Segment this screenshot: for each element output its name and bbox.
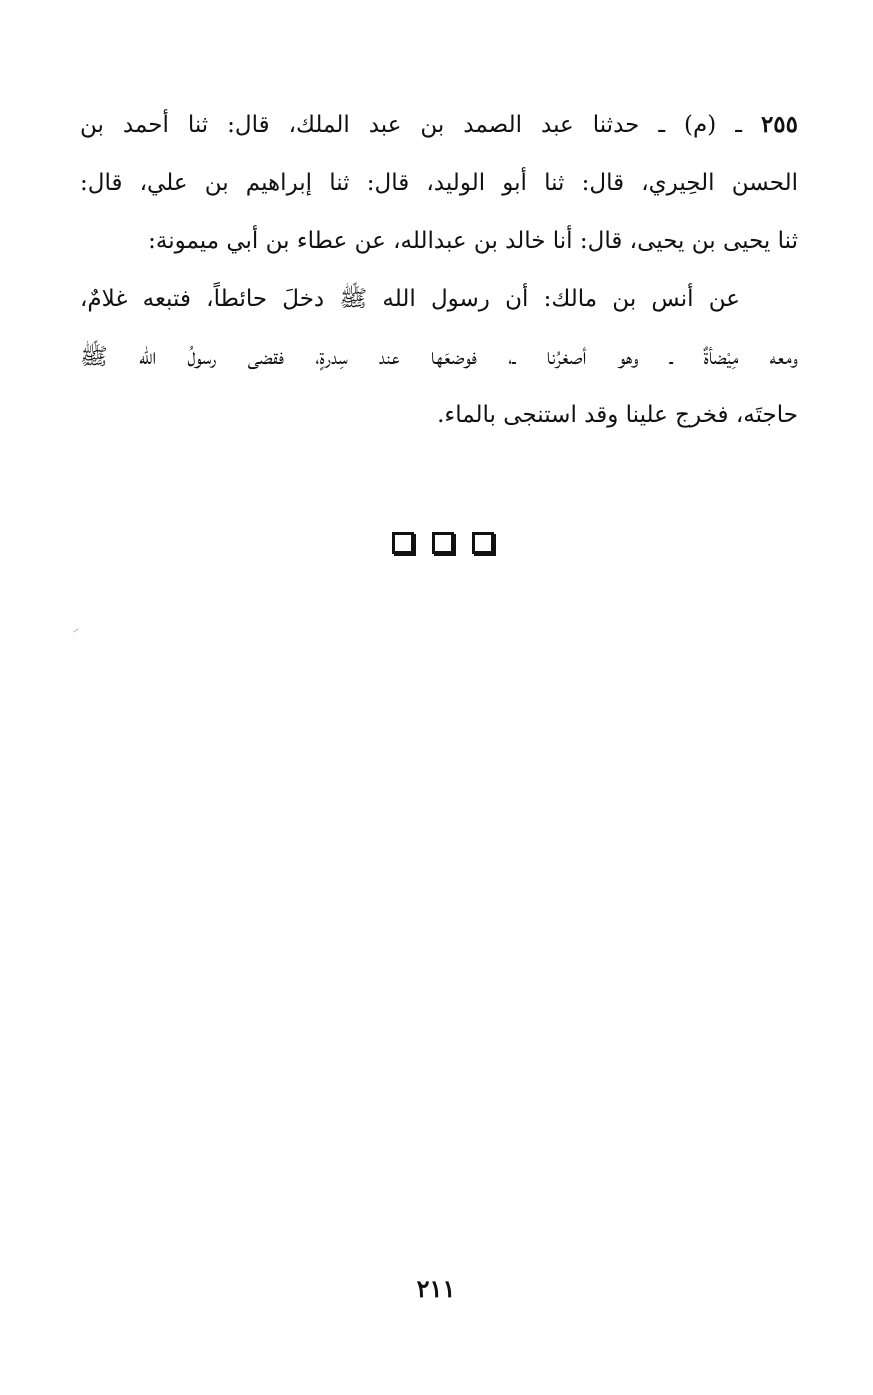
- scan-speck: [73, 628, 78, 632]
- hadith-number: ٢٥٥: [760, 111, 798, 138]
- section-separator: [392, 532, 494, 560]
- hadith-line-6: حاجتَه، فخرج علينا وقد استنجى بالماء.: [437, 402, 798, 428]
- hadith-line-1: [80, 96, 798, 154]
- separator-box-icon: [472, 532, 494, 554]
- hadith-line-4: عن أنس بن مالك: أن رسول الله ﷺ دخلَ حائطاً، فتبعه غلامٌ،: [80, 286, 740, 312]
- hadith-line-3: ثنا يحيى بن يحيى، قال: أنا خالد بن عبدالله، عن عطاء بن أبي ميمونة:: [148, 228, 798, 254]
- separator-box-icon: [432, 532, 454, 554]
- page-number: ٢١١: [416, 1274, 456, 1303]
- hadith-line-5: ومعه مِيْضأةٌ ـ وهو أصغرُنا ـ، فوضعَها عند سِدرةٍ، فقضى رسولُ الله ﷺ: [80, 344, 798, 370]
- hadith-line-2: الحسن الحِيري، قال: ثنا أبو الوليد، قال: ثنا إبراهيم بن علي، قال:: [80, 170, 798, 196]
- hadith-text-block: [80, 96, 798, 444]
- hadith-line-1-text: ـ (م) ـ حدثنا عبد الصمد بن عبد الملك، قال: ثنا أحمد بن: [80, 112, 742, 138]
- separator-box-icon: [392, 532, 414, 554]
